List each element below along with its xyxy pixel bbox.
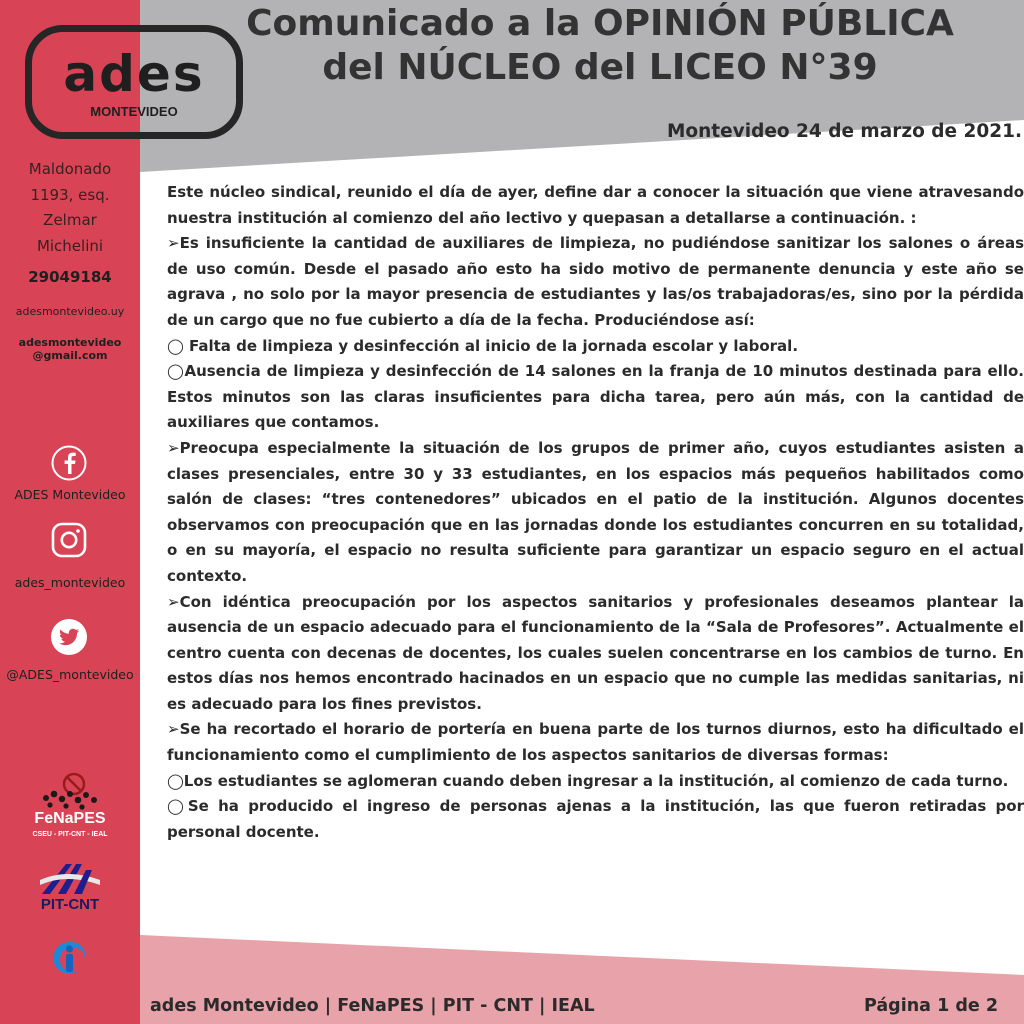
body-paragraph: ◯Se ha producido el ingreso de personas ajenas a la institución, las que fueron retiradas por personal docente.: [167, 797, 1024, 841]
body-paragraph: ➢Preocupa especialmente la situación de los grupos de primer año, cuyos estudiantes asisten a clases presenciales, entre 30 y 33 estudiantes, en los espacios más pequeños habilitados como salón de clases: “tres contenedores” ubicados en el patio de la institución. Algunos docentes observamos con preocupación que en las jornadas donde los estudiantes concurren en su totalidad, o en su mayoría, el espacio no resulta suficiente para garantizar un espacio seguro en el actual contexto.: [167, 438, 1024, 585]
twitter-label[interactable]: @ADES_montevideo: [6, 667, 134, 682]
body-paragraph: ➢Se ha recortado el horario de portería en buena parte de los turnos diurnos, esto ha dificultado el funcionamiento como el cumplimiento de los aspectos sanitarios de diversas formas:: [167, 720, 1024, 765]
address: [0, 157, 140, 259]
fenapes-subtitle: CSEU - PIT-CNT - IEAL: [32, 831, 108, 838]
body-paragraph: ➢Es insuficiente la cantidad de auxiliares de limpieza, no pudiéndose sanitizar los salones o áreas de uso común. Desde el pasado año esto ha sido motivo de permanente denuncia y este año se agrava , no solo por la mayor presencia de estudiantes y las/os trabajadoras/es, sino por la pérdida de un cargo que no fue cubierto a día de la fecha. Produciéndose así:: [167, 234, 1024, 329]
ieal-logo-icon: [48, 936, 92, 980]
document-body: [167, 180, 1024, 845]
website-link[interactable]: adesmontevideo.uy: [15, 305, 125, 318]
address-line: Michelini: [36, 236, 104, 255]
body-paragraph: Este núcleo sindical, reunido el día de ayer, define dar a conocer la situación que viene atravesando nuestra institución al comienzo del año lectivo y quepasan a detallarse a continuación. :: [167, 183, 1024, 227]
title-line: del NÚCLEO del LICEO N°39: [322, 47, 878, 88]
twitter-icon[interactable]: [50, 618, 88, 656]
email-link[interactable]: [0, 336, 140, 362]
page-number: Página 1 de 2: [864, 996, 998, 1016]
body-paragraph: ◯Ausencia de limpieza y desinfección de 14 salones en la franja de 10 minutos destinada para ello. Estos minutos son las claras insuficientes para dicha tarea, pero aún más, con la cantidad de auxiliares que contamos.: [167, 362, 1024, 432]
email-line: @gmail.com: [32, 349, 108, 362]
fenapes-name: FeNaPES: [34, 810, 106, 827]
address-line: Maldonado: [28, 160, 112, 178]
sidebar: [0, 0, 140, 1024]
logo-subtitle: MONTEVIDEO: [90, 104, 178, 119]
pit-cnt-name: PIT-CNT: [40, 896, 100, 913]
footer-organizations: ades Montevideo | FeNaPES | PIT - CNT | IEAL: [150, 996, 595, 1016]
pit-cnt-logo-icon: [38, 858, 102, 896]
instagram-label[interactable]: ades_montevideo: [14, 575, 126, 590]
document-date: Montevideo 24 de marzo de 2021.: [667, 121, 1022, 142]
page-title: [200, 2, 1000, 90]
address-line: Zelmar: [43, 211, 97, 229]
facebook-label[interactable]: ADES Montevideo: [14, 487, 126, 502]
phone-number: 29049184: [28, 268, 112, 286]
facebook-icon[interactable]: [50, 444, 88, 482]
title-line: Comunicado a la OPINIÓN PÚBLICA: [246, 3, 954, 44]
fenapes-logo-icon: [36, 772, 104, 812]
address-line: 1193, esq.: [30, 185, 110, 204]
instagram-icon[interactable]: [50, 521, 88, 559]
email-line: adesmontevideo: [18, 336, 122, 349]
logo-word: ades: [63, 45, 205, 103]
body-paragraph: ◯ Falta de limpieza y desinfección al inicio de la jornada escolar y laboral.: [167, 336, 799, 355]
body-paragraph: ◯Los estudiantes se aglomeran cuando deben ingresar a la institución, al comienzo de cada turno.: [167, 771, 1009, 790]
body-paragraph: ➢Con idéntica preocupación por los aspectos sanitarios y profesionales deseamos plantear la ausencia de un espacio adecuado para el funcionamiento de la “Sala de Profesores”. Actualmente el centro cuenta con decenas de docentes, los cuales suelen concentrarse en los cambios de turno. En estos días nos hemos encontrado hacinados en un espacio que no cumple las medidas sanitarias, ni es adecuado para los fines previstos.: [167, 592, 1024, 713]
